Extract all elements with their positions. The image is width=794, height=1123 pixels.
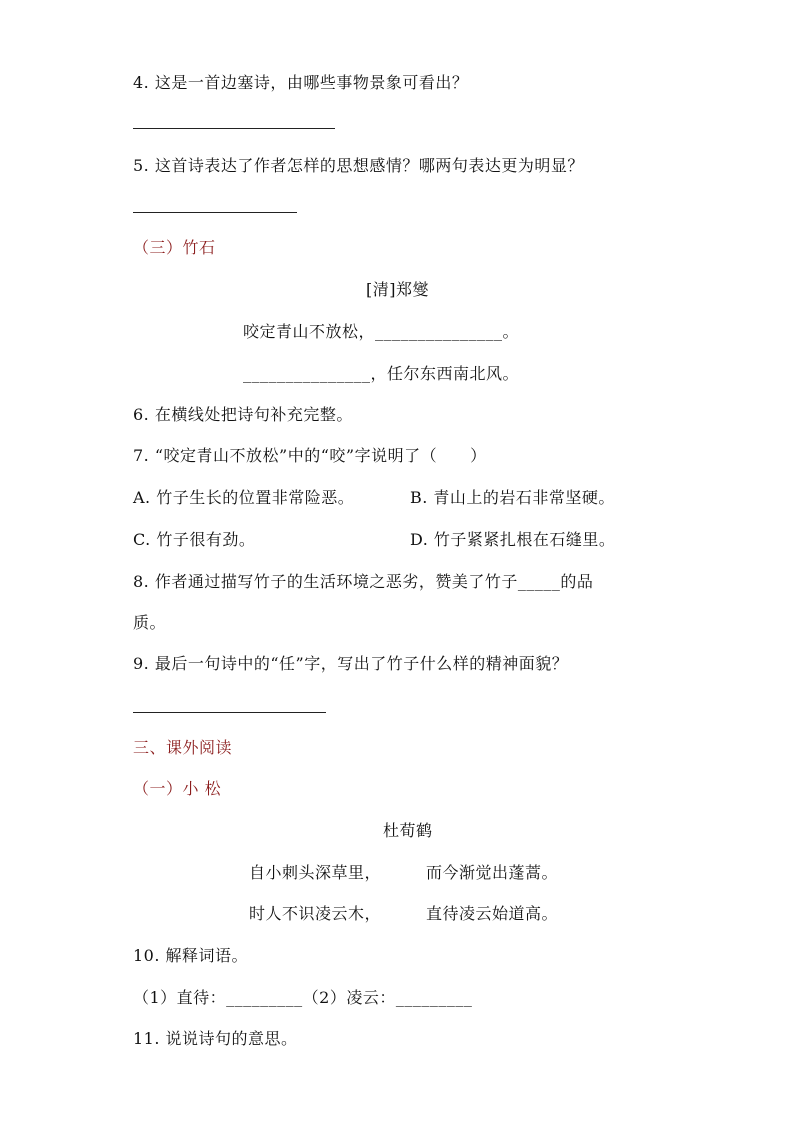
option-c: C. 竹子很有劲。 <box>133 530 256 549</box>
answer-line-5 <box>133 212 297 213</box>
question-6: 6. 在横线处把诗句补充完整。 <box>133 405 353 424</box>
poem-line-2: _______________，任尔东西南北风。 <box>243 364 520 383</box>
section-title-xiaosong: （一）小 松 <box>133 779 222 798</box>
option-a: A. 竹子生长的位置非常险恶。 <box>133 488 355 507</box>
answer-line-4 <box>133 128 335 129</box>
question-10-items: （1）直待：_________（2）凌云：_________ <box>133 988 473 1007</box>
option-b: B. 青山上的岩石非常坚硬。 <box>410 488 615 507</box>
question-8-line-1: 8. 作者通过描写竹子的生活环境之恶劣，赞美了竹子_____的品 <box>133 572 594 591</box>
poem3-line-2a: 时人不识凌云木， <box>249 904 382 923</box>
answer-line-9 <box>133 712 326 713</box>
question-4: 4. 这是一首边塞诗，由哪些事物景象可看出？ <box>133 73 469 92</box>
poem3-line-1b: 而今渐觉出蓬蒿。 <box>426 863 559 882</box>
poem3-line-2b: 直待凌云始道高。 <box>426 904 559 923</box>
part-title-extracurricular: 三、课外阅读 <box>133 738 233 757</box>
section-title-zhushi: （三）竹石 <box>133 238 216 257</box>
question-8-line-2: 质。 <box>133 613 167 632</box>
poem-author-duxunhe: 杜荀鹤 <box>383 821 433 840</box>
question-9: 9. 最后一句诗中的“任”字，写出了竹子什么样的精神面貌？ <box>133 654 569 673</box>
poem-line-1: 咬定青山不放松，_______________。 <box>243 322 520 341</box>
poem-author-zhengxie: [清]郑燮 <box>366 280 429 299</box>
question-10: 10. 解释词语。 <box>133 946 249 965</box>
question-5: 5. 这首诗表达了作者怎样的思想感情？哪两句表达更为明显？ <box>133 156 584 175</box>
question-7: 7. “咬定青山不放松”中的“咬”字说明了（ ） <box>133 446 487 465</box>
option-d: D. 竹子紧紧扎根在石缝里。 <box>410 530 616 549</box>
poem3-line-1a: 自小刺头深草里， <box>249 863 382 882</box>
question-11: 11. 说说诗句的意思。 <box>133 1029 298 1048</box>
